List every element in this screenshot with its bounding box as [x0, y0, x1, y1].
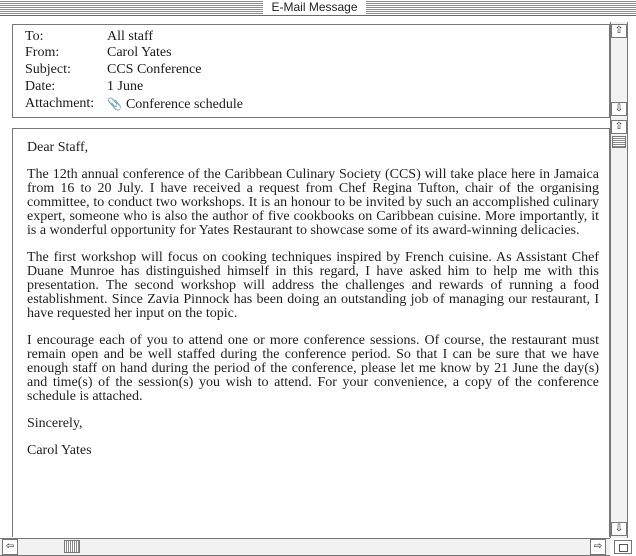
- attachment-value: Conference schedule: [125, 97, 243, 112]
- paperclip-icon: 📎: [107, 97, 122, 111]
- greeting: Dear Staff,: [27, 140, 89, 155]
- message-body: [27, 141, 599, 471]
- scroll-thumb[interactable]: [612, 136, 626, 148]
- body-paragraph: The first workshop will focus on cooking techniques inspired by French cuisine. As Assistant Chef Duane Munroe has distinguished himself in this regard, I have asked him to help me with this presentation. The second workshop will address the challenges and rewards of running a food establishment. Since Zavia Pinnock has been doing an outstanding job of managing our restaurant, I have requested her input on the topic.: [27, 250, 599, 321]
- scroll-left-icon[interactable]: ⇦: [2, 539, 18, 555]
- scroll-down-icon[interactable]: ⇩: [611, 522, 627, 536]
- from-label: From:: [25, 45, 60, 60]
- horizontal-scrollbar[interactable]: [0, 538, 610, 556]
- scroll-up-icon[interactable]: ⇧: [611, 120, 627, 134]
- attachment-link[interactable]: [107, 96, 243, 113]
- closing: Sincerely,: [27, 416, 83, 431]
- scroll-right-icon[interactable]: ⇨: [590, 539, 606, 555]
- message-body-panel: [12, 128, 610, 537]
- date-value: 1 June: [107, 79, 144, 94]
- from-value: Carol Yates: [107, 45, 172, 60]
- scroll-up-icon[interactable]: ⇧: [611, 24, 627, 38]
- window-title: E-Mail Message: [263, 0, 366, 15]
- header-scrollbar[interactable]: [610, 22, 628, 118]
- attachment-label: Attachment:: [25, 96, 95, 111]
- to-label: To:: [25, 29, 44, 44]
- signature: Carol Yates: [27, 443, 92, 458]
- subject-label: Subject:: [25, 62, 71, 77]
- body-paragraph: I encourage each of you to attend one or more conference sessions. Of course, the restaurant must remain open and be well staffed during the conference period. So that I can be sure that we have enough staff on hand during the period of the conference, please let me know by 21 June the day(s) and time(s) of the session(s) you wish to attend. For your convenience, a copy of the conference schedule is attached.: [27, 333, 599, 404]
- message-header-panel: [12, 24, 610, 118]
- body-scrollbar[interactable]: [610, 118, 628, 538]
- subject-value: CCS Conference: [107, 62, 202, 77]
- date-label: Date:: [25, 79, 56, 94]
- scroll-down-icon[interactable]: ⇩: [611, 102, 627, 116]
- title-bar[interactable]: [0, 0, 636, 16]
- to-value: All staff: [107, 29, 154, 44]
- resize-grow-icon[interactable]: [614, 540, 632, 554]
- body-paragraph: The 12th annual conference of the Caribbean Culinary Society (CCS) will take place here in Jamaica from 16 to 20 July. I have received a request from Chef Regina Tufton, chair of the organising committee, to conduct two workshops. It is an honour to be invited by such an accomplished culinary expert, someone who is also the author of five cookbooks on Caribbean cuisine. More importantly, it is a wonderful opportunity for Yates Restaurant to showcase some of its award-winning delicacies.: [27, 167, 599, 238]
- scroll-thumb-horizontal[interactable]: [64, 540, 80, 553]
